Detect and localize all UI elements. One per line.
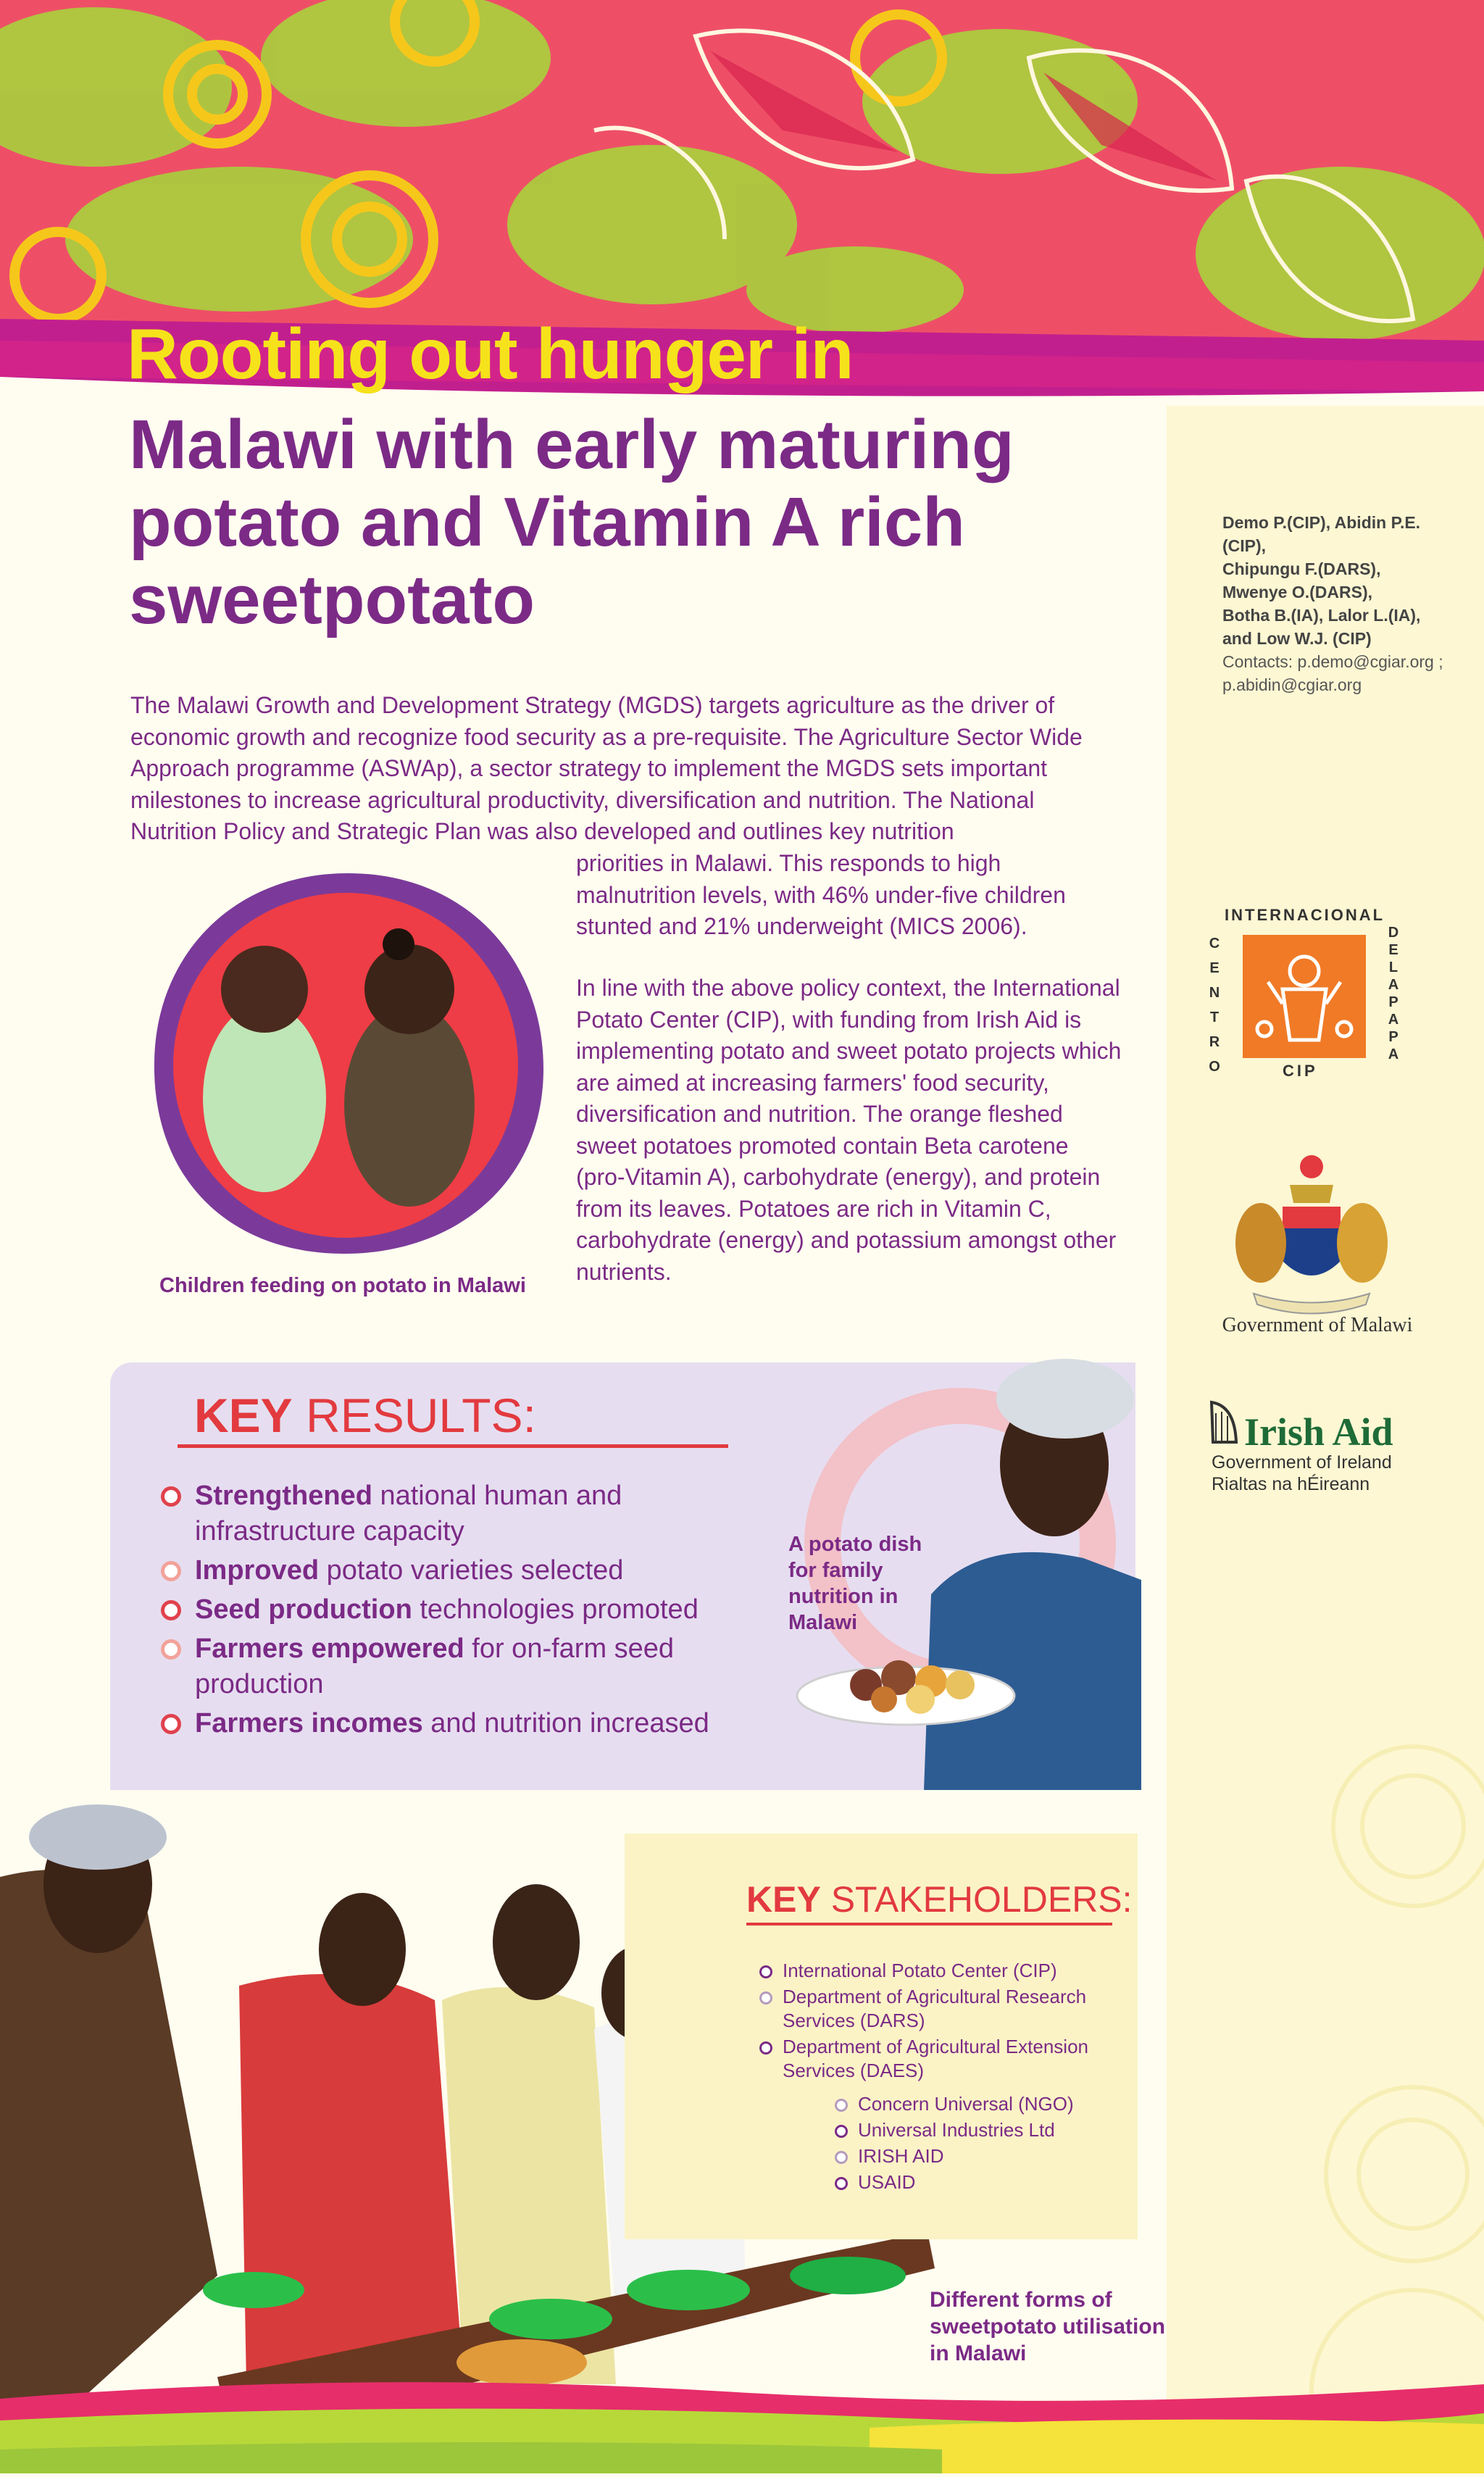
authors-names: Mwenye O.(DARS), bbox=[1222, 583, 1373, 601]
bullet-icon bbox=[161, 1561, 181, 1581]
list-item: Farmers empowered for on-farm seed production bbox=[161, 1631, 784, 1702]
cip-logo-left-text: CENTRO bbox=[1209, 936, 1220, 1075]
bullet-icon bbox=[161, 1639, 181, 1660]
cip-logo-right-text: DE LA PAPA bbox=[1388, 925, 1399, 1062]
bullet-icon bbox=[161, 1714, 181, 1734]
list-item: Concern Universal (NGO) bbox=[835, 2092, 1132, 2116]
key-results-underline bbox=[178, 1444, 728, 1448]
government-of-malawi-caption: Government of Malawi bbox=[1222, 1314, 1413, 1336]
bullet-icon bbox=[835, 2099, 848, 2112]
list-item: Department of Agricultural Research Services (DARS) bbox=[759, 1985, 1129, 2033]
children-caption bbox=[159, 1274, 536, 1298]
key-results-list bbox=[161, 1478, 784, 1745]
key-stakeholders-underline bbox=[746, 1923, 1112, 1926]
key-word: KEY bbox=[746, 1879, 821, 1920]
key-word: KEY bbox=[194, 1389, 293, 1442]
bullet-icon bbox=[759, 2041, 772, 2055]
intro-paragraph-2: In line with the above policy context, the International Potato Center (CIP), with funding from Irish Aid is implementing potato and sweet potato projects which are aimed at increasing farmers' food security, diversification and nutrition. The orange fleshed sweet potatoes promoted contain Beta carotene (pro-Vitamin A), carbohydrate (energy), and protein from its leaves. Potatoes are rich in Vitamin C, carbohydrate (energy) and potassium amongst other nutrients. bbox=[576, 975, 1122, 1285]
authors-names: Chipungu F.(DARS), bbox=[1222, 559, 1381, 578]
children-caption-rest: on potato in Malawi bbox=[325, 1274, 526, 1297]
children-caption-bold: Children feeding bbox=[159, 1274, 325, 1297]
results-word: RESULTS: bbox=[292, 1389, 536, 1442]
cip-logo-top-text: INTERNACIONAL bbox=[1225, 906, 1385, 924]
contacts: p.abidin@cgiar.org bbox=[1222, 675, 1362, 694]
harp-icon bbox=[1206, 1399, 1242, 1449]
authors-names: Botha B.(IA), Lalor L.(IA), bbox=[1222, 606, 1421, 625]
bottom-decorative-band bbox=[0, 2355, 1484, 2473]
irish-aid-subtitle-1: Government of Ireland bbox=[1212, 1452, 1392, 1473]
title-line-2: Malawi with early maturing potato and Vitamin A rich sweetpotato bbox=[129, 406, 1014, 638]
list-item: Farmers incomes and nutrition increased bbox=[161, 1706, 784, 1741]
malawi-coat-of-arms bbox=[1203, 1145, 1420, 1341]
bullet-icon bbox=[161, 1486, 181, 1507]
bullet-icon bbox=[835, 2151, 848, 2164]
list-item: Seed production technologies promoted bbox=[161, 1592, 784, 1628]
bullet-icon bbox=[835, 2125, 848, 2138]
title-line-1: Rooting out hunger in bbox=[127, 314, 854, 394]
bullet-icon bbox=[759, 1991, 772, 2005]
cip-logo-bottom-text: CIP bbox=[1283, 1062, 1318, 1080]
key-results-heading bbox=[194, 1388, 536, 1443]
authors-names: Demo P.(CIP), Abidin P.E. (CIP), bbox=[1222, 513, 1421, 555]
intro-paragraph-1-cont: priorities in Malawi. This responds to high malnutrition levels, with 46% under-five children stunted and 21% underweight (MICS 2006). bbox=[576, 850, 1066, 939]
list-item: Improved potato varieties selected bbox=[161, 1553, 784, 1589]
intro-paragraph-1: The Malawi Growth and Development Strategy (MGDS) targets agriculture as the driver of economic growth and recognize food security as a pre-requisite. The Agriculture Sector Wide Approach programme (ASWAp), a sector strategy to implement the MGDS sets important milestones to increase agricultural productivity, diversification and nutrition. The National Nutrition Policy and Strategic Plan was also developed and outlines key nutrition bbox=[130, 692, 1083, 844]
children-photo bbox=[149, 866, 547, 1257]
stakeholders-word: STAKEHOLDERS: bbox=[820, 1879, 1133, 1920]
authors-block bbox=[1222, 511, 1462, 696]
list-item: Strengthened national human and infrastructure capacity bbox=[161, 1478, 784, 1549]
authors-names: and Low W.J. (CIP) bbox=[1222, 629, 1372, 648]
key-stakeholders-heading bbox=[746, 1878, 1133, 1920]
list-item: IRISH AID bbox=[835, 2144, 1132, 2168]
irish-aid-subtitle-2: Rialtas na hÉireann bbox=[1212, 1474, 1370, 1494]
bullet-icon bbox=[161, 1600, 181, 1620]
contacts: Contacts: p.demo@cgiar.org ; bbox=[1222, 652, 1443, 671]
dish-caption: A potato dish for family nutrition in Malawi bbox=[788, 1533, 922, 1634]
list-item: Department of Agricultural Extension Services (DAES) bbox=[759, 2035, 1129, 2083]
bullet-icon bbox=[835, 2177, 848, 2190]
bullet-icon bbox=[759, 1965, 772, 1978]
key-stakeholders-list-2 bbox=[835, 2092, 1132, 2197]
forms-caption: Different forms of sweetpotato utilisation in Malawi bbox=[930, 2288, 1166, 2365]
irish-aid-title: Irish Aid bbox=[1244, 1410, 1393, 1454]
list-item: International Potato Center (CIP) bbox=[759, 1959, 1129, 1983]
list-item: Universal Industries Ltd bbox=[835, 2118, 1132, 2142]
key-stakeholders-list bbox=[759, 1959, 1129, 2085]
list-item: USAID bbox=[835, 2170, 1132, 2194]
